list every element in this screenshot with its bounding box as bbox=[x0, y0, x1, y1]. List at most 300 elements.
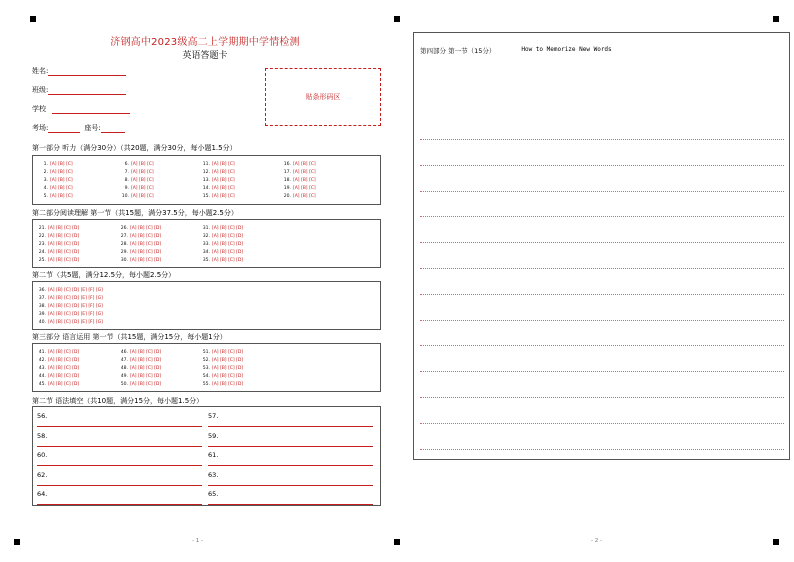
bubble-a[interactable]: [A] bbox=[212, 177, 219, 183]
question-number: 40. bbox=[38, 320, 46, 326]
bubble-c[interactable]: [C] bbox=[147, 161, 154, 167]
grammar-answer-line[interactable]: 61. bbox=[208, 448, 373, 466]
bubble-c[interactable]: [C] bbox=[64, 241, 71, 247]
bubble-a[interactable]: [A] bbox=[293, 161, 300, 167]
bubble-g[interactable]: [G] bbox=[95, 295, 103, 301]
question-number: 1. bbox=[43, 161, 48, 167]
bubble-d[interactable]: [D] bbox=[236, 241, 243, 247]
bubble-e[interactable]: [E] bbox=[80, 303, 87, 309]
grammar-answer-line[interactable]: 59. bbox=[208, 429, 373, 447]
grammar-answer-line[interactable]: 63. bbox=[208, 468, 373, 486]
room-seat-field[interactable] bbox=[32, 123, 125, 133]
page-number: - 1 - bbox=[192, 538, 203, 544]
writing-line[interactable] bbox=[420, 397, 784, 398]
bubble-a[interactable]: [A] bbox=[212, 241, 219, 247]
bubble-c[interactable]: [C] bbox=[64, 374, 71, 380]
bubble-a[interactable]: [A] bbox=[130, 258, 137, 264]
bubble-d[interactable]: [D] bbox=[72, 258, 79, 264]
bubble-c[interactable]: [C] bbox=[147, 186, 154, 192]
bubble-d[interactable]: [D] bbox=[154, 258, 161, 264]
bubble-d[interactable]: [D] bbox=[236, 258, 243, 264]
bubble-d[interactable]: [D] bbox=[236, 349, 243, 355]
bubble-c[interactable]: [C] bbox=[309, 177, 316, 183]
bubble-c[interactable]: [C] bbox=[146, 233, 153, 239]
bubble-a[interactable]: [A] bbox=[50, 186, 57, 192]
bubble-c[interactable]: [C] bbox=[66, 186, 73, 192]
bubble-b[interactable]: [B] bbox=[139, 169, 146, 175]
bubble-a[interactable]: [A] bbox=[130, 241, 137, 247]
bubble-b[interactable]: [B] bbox=[139, 194, 146, 200]
bubble-b[interactable]: [B] bbox=[56, 287, 63, 293]
writing-line[interactable] bbox=[420, 320, 784, 321]
bubble-a[interactable]: [A] bbox=[212, 365, 219, 371]
bubble-a[interactable]: [A] bbox=[130, 250, 137, 256]
bubble-b[interactable]: [B] bbox=[220, 161, 227, 167]
bubble-d[interactable]: [D] bbox=[154, 365, 161, 371]
bubble-c[interactable]: [C] bbox=[228, 382, 235, 388]
bubble-d[interactable]: [D] bbox=[72, 365, 79, 371]
bubble-c[interactable]: [C] bbox=[66, 169, 73, 175]
bubble-d[interactable]: [D] bbox=[72, 357, 79, 363]
bubble-a[interactable]: [A] bbox=[293, 177, 300, 183]
bubble-c[interactable]: [C] bbox=[66, 177, 73, 183]
bubble-c[interactable]: [C] bbox=[228, 258, 235, 264]
bubble-b[interactable]: [B] bbox=[138, 349, 145, 355]
bubble-c[interactable]: [C] bbox=[228, 225, 235, 231]
bubble-d[interactable]: [D] bbox=[154, 357, 161, 363]
bubble-d[interactable]: [D] bbox=[236, 382, 243, 388]
writing-line[interactable] bbox=[420, 371, 784, 372]
bubble-a[interactable]: [A] bbox=[48, 374, 55, 380]
question-number: 6. bbox=[124, 161, 129, 167]
bubble-b[interactable]: [B] bbox=[138, 382, 145, 388]
school-field[interactable] bbox=[32, 104, 130, 114]
bubble-a[interactable]: [A] bbox=[130, 225, 137, 231]
bubble-c[interactable]: [C] bbox=[228, 186, 235, 192]
bubble-a[interactable]: [A] bbox=[130, 349, 137, 355]
registration-mark bbox=[30, 16, 36, 22]
question-row bbox=[118, 176, 155, 184]
seat-label: 座号: bbox=[84, 124, 101, 132]
room-underline[interactable] bbox=[48, 126, 80, 133]
bubble-c[interactable]: [C] bbox=[228, 233, 235, 239]
bubble-b[interactable]: [B] bbox=[56, 295, 63, 301]
bubble-f[interactable]: [F] bbox=[88, 295, 95, 301]
bubble-c[interactable]: [C] bbox=[66, 194, 73, 200]
bubble-c[interactable]: [C] bbox=[309, 194, 316, 200]
bubble-c[interactable]: [C] bbox=[228, 177, 235, 183]
bubble-d[interactable]: [D] bbox=[72, 320, 79, 326]
bubble-b[interactable]: [B] bbox=[220, 250, 227, 256]
bubble-b[interactable]: [B] bbox=[56, 312, 63, 318]
writing-line[interactable] bbox=[420, 423, 784, 424]
question-number: 5. bbox=[43, 194, 48, 200]
bubble-b[interactable]: [B] bbox=[220, 225, 227, 231]
question-number: 38. bbox=[38, 303, 46, 309]
grammar-answer-line[interactable]: 57. bbox=[208, 409, 373, 427]
bubble-d[interactable]: [D] bbox=[72, 382, 79, 388]
bubble-b[interactable]: [B] bbox=[56, 225, 63, 231]
bubble-d[interactable]: [D] bbox=[154, 225, 161, 231]
bubble-c[interactable]: [C] bbox=[228, 161, 235, 167]
question-row bbox=[37, 160, 74, 168]
question-number: 19. bbox=[283, 186, 291, 192]
question-number: 33. bbox=[202, 241, 210, 247]
bubble-c[interactable]: [C] bbox=[147, 177, 154, 183]
bubble-d[interactable]: [D] bbox=[72, 250, 79, 256]
bubble-a[interactable]: [A] bbox=[212, 169, 219, 175]
bubble-a[interactable]: [A] bbox=[48, 258, 55, 264]
bubble-b[interactable]: [B] bbox=[220, 382, 227, 388]
question-row bbox=[35, 286, 104, 294]
bubble-a[interactable]: [A] bbox=[48, 241, 55, 247]
reading2-section-title: 第二节（共5题，满分12.5分，每小题2.5分） bbox=[32, 271, 176, 279]
bubble-a[interactable]: [A] bbox=[50, 169, 57, 175]
bubble-b[interactable]: [B] bbox=[56, 320, 63, 326]
question-number: 10. bbox=[121, 194, 129, 200]
bubble-b[interactable]: [B] bbox=[56, 233, 63, 239]
question-row bbox=[35, 294, 104, 302]
bubble-a[interactable]: [A] bbox=[212, 186, 219, 192]
bubble-a[interactable]: [A] bbox=[131, 186, 138, 192]
bubble-a[interactable]: [A] bbox=[212, 357, 219, 363]
bubble-b[interactable]: [B] bbox=[220, 194, 227, 200]
question-row bbox=[35, 249, 81, 257]
bubble-a[interactable]: [A] bbox=[48, 357, 55, 363]
bubble-d[interactable]: [D] bbox=[154, 374, 161, 380]
grammar-answer-line[interactable]: 58. bbox=[37, 429, 202, 447]
bubble-a[interactable]: [A] bbox=[48, 365, 55, 371]
bubble-c[interactable]: [C] bbox=[228, 349, 235, 355]
bubble-b[interactable]: [B] bbox=[220, 365, 227, 371]
bubble-c[interactable]: [C] bbox=[147, 194, 154, 200]
bubble-b[interactable]: [B] bbox=[56, 349, 63, 355]
bubble-e[interactable]: [E] bbox=[80, 295, 87, 301]
reading2-grid bbox=[33, 282, 380, 329]
bubble-b[interactable]: [B] bbox=[56, 357, 63, 363]
bubble-a[interactable]: [A] bbox=[212, 250, 219, 256]
bubble-c[interactable]: [C] bbox=[228, 241, 235, 247]
bubble-d[interactable]: [D] bbox=[154, 349, 161, 355]
bubble-d[interactable]: [D] bbox=[72, 287, 79, 293]
bubble-b[interactable]: [B] bbox=[220, 186, 227, 192]
school-label: 学校 bbox=[32, 105, 46, 113]
writing-line[interactable] bbox=[420, 268, 784, 269]
bubble-c[interactable]: [C] bbox=[146, 241, 153, 247]
bubble-b[interactable]: [B] bbox=[220, 233, 227, 239]
bubble-c[interactable]: [C] bbox=[147, 169, 154, 175]
bubble-d[interactable]: [D] bbox=[236, 225, 243, 231]
reading1-section-title: 第二部分阅读理解 第一节（共15题，满分37.5分，每小题2.5分） bbox=[32, 209, 238, 217]
bubble-a[interactable]: [A] bbox=[48, 250, 55, 256]
reading1-column bbox=[199, 224, 245, 265]
bubble-d[interactable]: [D] bbox=[236, 357, 243, 363]
bubble-c[interactable]: [C] bbox=[146, 349, 153, 355]
writing-line[interactable] bbox=[420, 216, 784, 217]
bubble-c[interactable]: [C] bbox=[64, 233, 71, 239]
bubble-b[interactable]: [B] bbox=[301, 177, 308, 183]
question-number: 24. bbox=[38, 250, 46, 256]
bubble-c[interactable]: [C] bbox=[228, 169, 235, 175]
bubble-c[interactable]: [C] bbox=[146, 225, 153, 231]
bubble-a[interactable]: [A] bbox=[48, 295, 55, 301]
bubble-f[interactable]: [F] bbox=[88, 320, 95, 326]
bubble-a[interactable]: [A] bbox=[130, 374, 137, 380]
bubble-g[interactable]: [G] bbox=[95, 312, 103, 318]
bubble-a[interactable]: [A] bbox=[50, 194, 57, 200]
bubble-b[interactable]: [B] bbox=[220, 169, 227, 175]
question-row bbox=[117, 232, 163, 240]
bubble-c[interactable]: [C] bbox=[228, 194, 235, 200]
bubble-b[interactable]: [B] bbox=[301, 186, 308, 192]
grammar-answer-line[interactable]: 56. bbox=[37, 409, 202, 427]
bubble-c[interactable]: [C] bbox=[64, 287, 71, 293]
bubble-c[interactable]: [C] bbox=[64, 312, 71, 318]
bubble-c[interactable]: [C] bbox=[309, 161, 316, 167]
bubble-b[interactable]: [B] bbox=[58, 194, 65, 200]
bubble-c[interactable]: [C] bbox=[66, 161, 73, 167]
writing-line[interactable] bbox=[420, 242, 784, 243]
question-row bbox=[199, 373, 245, 381]
registration-mark bbox=[773, 539, 779, 545]
bubble-g[interactable]: [G] bbox=[95, 287, 103, 293]
bubble-d[interactable]: [D] bbox=[236, 250, 243, 256]
listening-grid bbox=[33, 156, 380, 204]
seat-underline[interactable] bbox=[101, 126, 125, 133]
bubble-d[interactable]: [D] bbox=[154, 250, 161, 256]
question-row bbox=[199, 381, 245, 389]
bubble-a[interactable]: [A] bbox=[212, 349, 219, 355]
bubble-c[interactable]: [C] bbox=[64, 258, 71, 264]
bubble-c[interactable]: [C] bbox=[64, 303, 71, 309]
writing-line[interactable] bbox=[420, 165, 784, 166]
listening-column bbox=[280, 160, 317, 201]
bubble-a[interactable]: [A] bbox=[131, 169, 138, 175]
language1-column bbox=[199, 348, 245, 389]
question-row bbox=[35, 302, 104, 310]
bubble-b[interactable]: [B] bbox=[58, 177, 65, 183]
bubble-c[interactable]: [C] bbox=[64, 295, 71, 301]
bubble-a[interactable]: [A] bbox=[212, 233, 219, 239]
bubble-a[interactable]: [A] bbox=[212, 194, 219, 200]
bubble-d[interactable]: [D] bbox=[72, 312, 79, 318]
bubble-d[interactable]: [D] bbox=[72, 225, 79, 231]
grammar-answer-line[interactable]: 64. bbox=[37, 487, 202, 505]
question-number: 41. bbox=[38, 349, 46, 355]
grammar-answer-line[interactable]: 62. bbox=[37, 468, 202, 486]
bubble-b[interactable]: [B] bbox=[138, 225, 145, 231]
bubble-c[interactable]: [C] bbox=[228, 374, 235, 380]
bubble-c[interactable]: [C] bbox=[228, 250, 235, 256]
bubble-a[interactable]: [A] bbox=[48, 225, 55, 231]
bubble-c[interactable]: [C] bbox=[228, 357, 235, 363]
name-underline[interactable] bbox=[48, 69, 126, 76]
writing-line[interactable] bbox=[420, 345, 784, 346]
bubble-b[interactable]: [B] bbox=[220, 258, 227, 264]
bubble-d[interactable]: [D] bbox=[72, 233, 79, 239]
bubble-a[interactable]: [A] bbox=[48, 303, 55, 309]
bubble-b[interactable]: [B] bbox=[139, 161, 146, 167]
question-number: 32. bbox=[202, 233, 210, 239]
bubble-b[interactable]: [B] bbox=[138, 250, 145, 256]
bubble-a[interactable]: [A] bbox=[212, 382, 219, 388]
barcode-area[interactable] bbox=[265, 68, 381, 126]
question-number: 39. bbox=[38, 312, 46, 318]
bubble-c[interactable]: [C] bbox=[64, 382, 71, 388]
writing-line[interactable] bbox=[420, 191, 784, 192]
bubble-c[interactable]: [C] bbox=[309, 169, 316, 175]
bubble-b[interactable]: [B] bbox=[301, 194, 308, 200]
question-row bbox=[199, 160, 236, 168]
bubble-a[interactable]: [A] bbox=[130, 233, 137, 239]
bubble-b[interactable]: [B] bbox=[138, 233, 145, 239]
question-row bbox=[199, 168, 236, 176]
bubble-b[interactable]: [B] bbox=[220, 241, 227, 247]
bubble-a[interactable]: [A] bbox=[130, 365, 137, 371]
bubble-e[interactable]: [E] bbox=[80, 287, 87, 293]
bubble-e[interactable]: [E] bbox=[80, 312, 87, 318]
bubble-a[interactable]: [A] bbox=[293, 186, 300, 192]
bubble-d[interactable]: [D] bbox=[154, 233, 161, 239]
bubble-a[interactable]: [A] bbox=[48, 312, 55, 318]
question-number: 49. bbox=[120, 374, 128, 380]
bubble-d[interactable]: [D] bbox=[72, 349, 79, 355]
bubble-b[interactable]: [B] bbox=[56, 258, 63, 264]
bubble-d[interactable]: [D] bbox=[72, 374, 79, 380]
bubble-c[interactable]: [C] bbox=[146, 250, 153, 256]
bubble-c[interactable]: [C] bbox=[64, 349, 71, 355]
bubble-d[interactable]: [D] bbox=[236, 374, 243, 380]
bubble-a[interactable]: [A] bbox=[212, 374, 219, 380]
bubble-b[interactable]: [B] bbox=[220, 349, 227, 355]
bubble-f[interactable]: [F] bbox=[88, 303, 95, 309]
bubble-a[interactable]: [A] bbox=[48, 349, 55, 355]
bubble-b[interactable]: [B] bbox=[301, 161, 308, 167]
bubble-a[interactable]: [A] bbox=[212, 225, 219, 231]
bubble-b[interactable]: [B] bbox=[139, 186, 146, 192]
bubble-a[interactable]: [A] bbox=[50, 177, 57, 183]
bubble-a[interactable]: [A] bbox=[48, 287, 55, 293]
bubble-d[interactable]: [D] bbox=[72, 241, 79, 247]
writing-line[interactable] bbox=[420, 294, 784, 295]
bubble-d[interactable]: [D] bbox=[72, 295, 79, 301]
bubble-c[interactable]: [C] bbox=[146, 258, 153, 264]
bubble-a[interactable]: [A] bbox=[48, 320, 55, 326]
question-row bbox=[199, 193, 236, 201]
bubble-c[interactable]: [C] bbox=[228, 365, 235, 371]
bubble-f[interactable]: [F] bbox=[88, 312, 95, 318]
question-number: 27. bbox=[120, 233, 128, 239]
writing-line[interactable] bbox=[420, 449, 784, 450]
bubble-a[interactable]: [A] bbox=[293, 194, 300, 200]
name-field[interactable] bbox=[32, 66, 126, 76]
bubble-c[interactable]: [C] bbox=[64, 320, 71, 326]
bubble-b[interactable]: [B] bbox=[138, 374, 145, 380]
question-row bbox=[35, 373, 81, 381]
bubble-a[interactable]: [A] bbox=[50, 161, 57, 167]
bubble-c[interactable]: [C] bbox=[146, 357, 153, 363]
question-row bbox=[280, 185, 317, 193]
grammar-answer-box bbox=[32, 406, 381, 506]
question-number: 34. bbox=[202, 250, 210, 256]
question-number: 17. bbox=[283, 169, 291, 175]
bubble-b[interactable]: [B] bbox=[56, 365, 63, 371]
bubble-b[interactable]: [B] bbox=[58, 161, 65, 167]
bubble-b[interactable]: [B] bbox=[58, 186, 65, 192]
question-row bbox=[117, 257, 163, 265]
bubble-a[interactable]: [A] bbox=[131, 177, 138, 183]
bubble-b[interactable]: [B] bbox=[138, 365, 145, 371]
bubble-b[interactable]: [B] bbox=[220, 374, 227, 380]
bubble-g[interactable]: [G] bbox=[95, 303, 103, 309]
bubble-b[interactable]: [B] bbox=[56, 250, 63, 256]
question-number: 30. bbox=[120, 258, 128, 264]
school-underline[interactable] bbox=[52, 107, 130, 114]
bubble-b[interactable]: [B] bbox=[138, 357, 145, 363]
bubble-d[interactable]: [D] bbox=[154, 382, 161, 388]
grammar-answer-line[interactable]: 60. bbox=[37, 448, 202, 466]
bubble-b[interactable]: [B] bbox=[56, 374, 63, 380]
question-number: 29. bbox=[120, 250, 128, 256]
bubble-b[interactable]: [B] bbox=[58, 169, 65, 175]
bubble-b[interactable]: [B] bbox=[220, 357, 227, 363]
bubble-d[interactable]: [D] bbox=[236, 233, 243, 239]
bubble-b[interactable]: [B] bbox=[301, 169, 308, 175]
bubble-a[interactable]: [A] bbox=[212, 161, 219, 167]
bubble-b[interactable]: [B] bbox=[56, 382, 63, 388]
bubble-c[interactable]: [C] bbox=[146, 382, 153, 388]
question-number: 7. bbox=[124, 169, 129, 175]
grammar-answer-line[interactable]: 65. bbox=[208, 487, 373, 505]
bubble-b[interactable]: [B] bbox=[56, 241, 63, 247]
question-number: 15. bbox=[202, 194, 210, 200]
bubble-c[interactable]: [C] bbox=[64, 365, 71, 371]
bubble-a[interactable]: [A] bbox=[212, 258, 219, 264]
bubble-d[interactable]: [D] bbox=[154, 241, 161, 247]
bubble-a[interactable]: [A] bbox=[293, 169, 300, 175]
bubble-a[interactable]: [A] bbox=[48, 233, 55, 239]
bubble-a[interactable]: [A] bbox=[130, 382, 137, 388]
question-number: 18. bbox=[283, 177, 291, 183]
bubble-c[interactable]: [C] bbox=[146, 365, 153, 371]
bubble-b[interactable]: [B] bbox=[138, 258, 145, 264]
question-number: 23. bbox=[38, 241, 46, 247]
bubble-b[interactable]: [B] bbox=[220, 177, 227, 183]
writing-line[interactable] bbox=[420, 139, 784, 140]
bubble-b[interactable]: [B] bbox=[56, 303, 63, 309]
bubble-d[interactable]: [D] bbox=[72, 303, 79, 309]
bubble-b[interactable]: [B] bbox=[139, 177, 146, 183]
sheet-title: 济钢高中2023级高二上学期期中学情检测 bbox=[110, 37, 300, 48]
bubble-a[interactable]: [A] bbox=[130, 357, 137, 363]
bubble-c[interactable]: [C] bbox=[64, 250, 71, 256]
bubble-a[interactable]: [A] bbox=[131, 161, 138, 167]
bubble-c[interactable]: [C] bbox=[146, 374, 153, 380]
bubble-c[interactable]: [C] bbox=[64, 357, 71, 363]
bubble-b[interactable]: [B] bbox=[138, 241, 145, 247]
bubble-c[interactable]: [C] bbox=[64, 225, 71, 231]
bubble-a[interactable]: [A] bbox=[48, 382, 55, 388]
class-underline[interactable] bbox=[48, 88, 126, 95]
bubble-f[interactable]: [F] bbox=[88, 287, 95, 293]
bubble-d[interactable]: [D] bbox=[236, 365, 243, 371]
bubble-c[interactable]: [C] bbox=[309, 186, 316, 192]
bubble-g[interactable]: [G] bbox=[95, 320, 103, 326]
question-row bbox=[199, 249, 245, 257]
class-field[interactable] bbox=[32, 85, 126, 95]
bubble-a[interactable]: [A] bbox=[131, 194, 138, 200]
bubble-e[interactable]: [E] bbox=[80, 320, 87, 326]
